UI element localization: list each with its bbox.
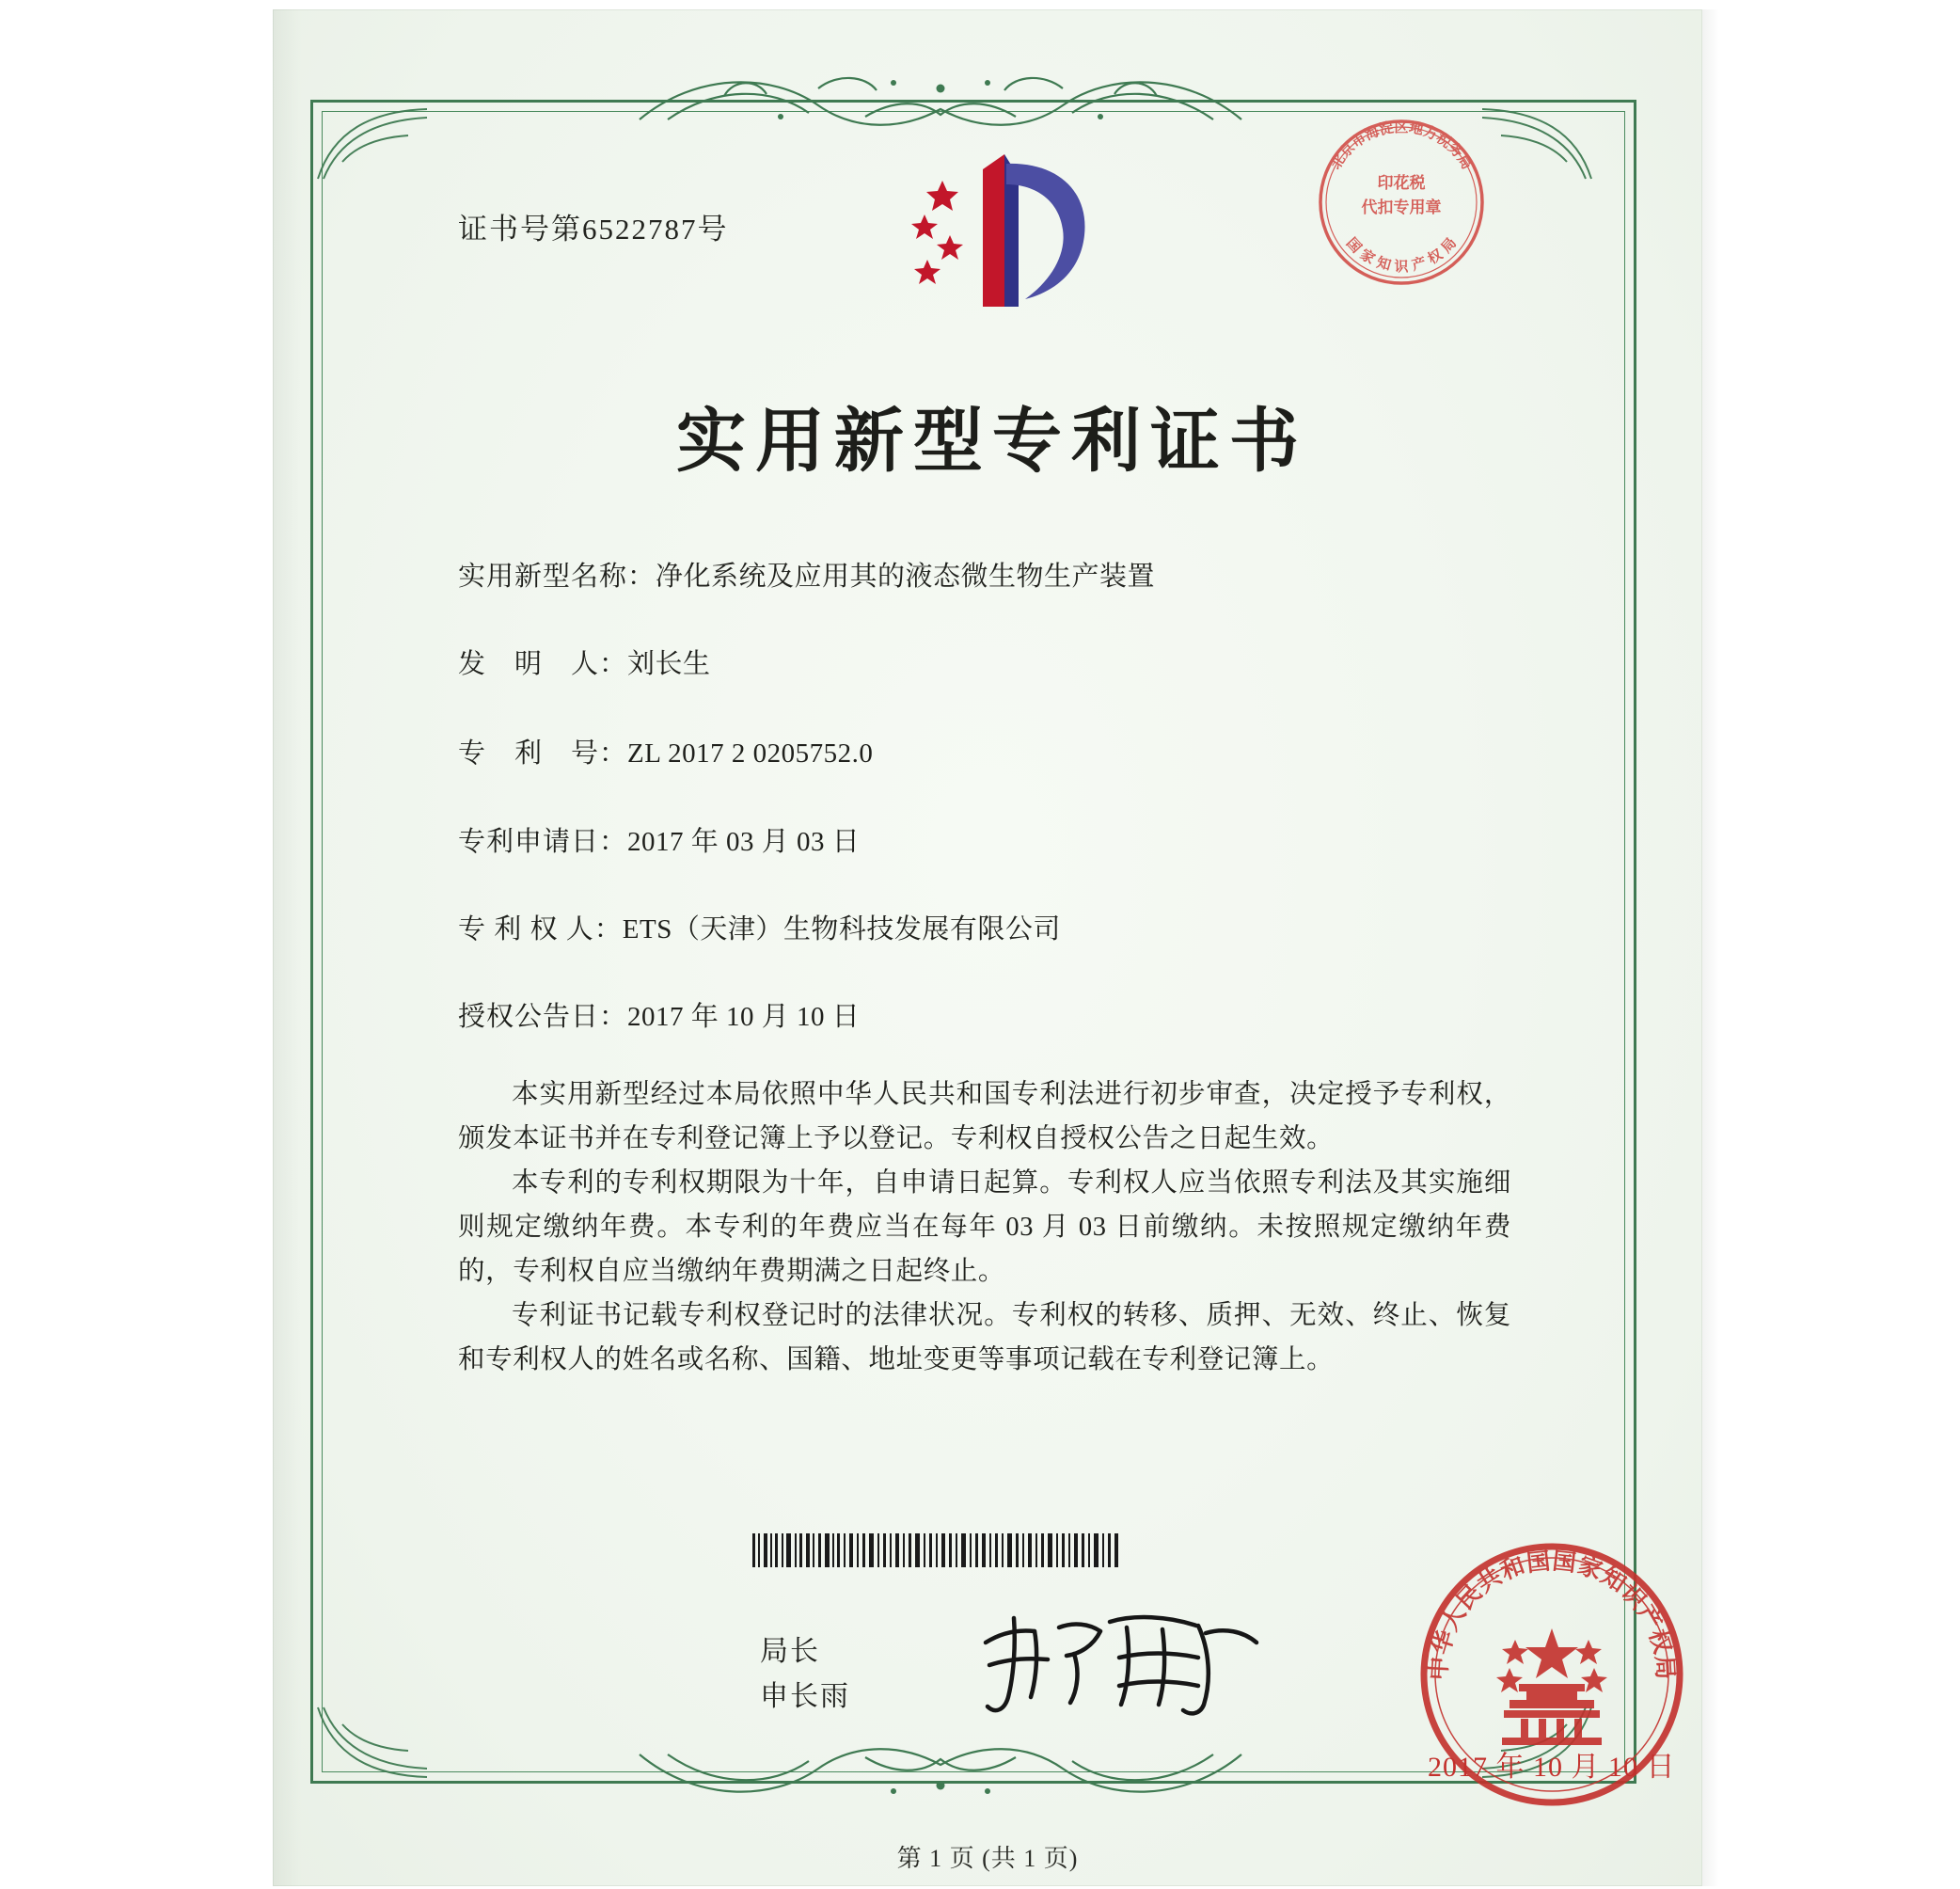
field-value: 净化系统及应用其的液态微生物生产装置 xyxy=(656,562,1156,592)
field-value: 刘长生 xyxy=(627,649,711,679)
field-label: 授权公告日： xyxy=(458,1002,628,1032)
body-text xyxy=(458,1072,1511,1382)
svg-text:代扣专用章: 代扣专用章 xyxy=(1361,198,1442,217)
corner-ornament-bottom-left xyxy=(314,1703,455,1783)
top-ornament-flourish xyxy=(583,68,1298,134)
director-name-label: 申长雨 xyxy=(760,1681,850,1712)
field-value: 2017 年 03 月 03 日 xyxy=(627,827,861,857)
field-label: 专 利 号： xyxy=(458,738,628,769)
svg-text:印花税: 印花税 xyxy=(1377,174,1426,193)
paragraph-1: 本实用新型经过本局依照中华人民共和国专利法进行初步审查，决定授予专利权，颁发本证书并在专利登记簿上予以登记。专利权自授权公告之日起生效。 xyxy=(458,1080,1511,1153)
certificate-number: 证书号第6522787号 xyxy=(458,213,729,246)
field-label: 实用新型名称： xyxy=(458,562,656,592)
handwritten-signature xyxy=(969,1599,1270,1722)
field-value: ETS（天津）生物科技发展有限公司 xyxy=(622,914,1061,944)
field-value: 2017 年 10 月 10 日 xyxy=(627,1002,861,1032)
field-inventor xyxy=(458,643,711,681)
field-patent-number xyxy=(458,732,873,770)
tax-stamp-seal xyxy=(1312,113,1491,292)
field-label: 专 利 权 人： xyxy=(458,914,623,944)
bottom-ornament-flourish xyxy=(583,1740,1298,1806)
cnipa-logo-icon xyxy=(893,149,1129,313)
seal-date: 2017 年 10 月 10 日 xyxy=(1428,1752,1676,1783)
paragraph-3: 专利证书记载专利权登记时的法律状况。专利权的转移、质押、无效、终止、恢复和专利权人的姓名或名称、国籍、地址变更等事项记载在专利登记簿上。 xyxy=(458,1301,1511,1374)
field-utility-model-name xyxy=(458,555,1155,594)
field-grant-announcement-date xyxy=(458,995,860,1034)
field-label: 专利申请日： xyxy=(458,827,628,857)
paragraph-2: 本专利的专利权期限为十年，自申请日起算。专利权人应当依照专利法及其实施细则规定缴纳年费。本专利的年费应当在每年 03 月 03 日前缴纳。未按照规定缴纳年费的，专利权自应当缴纳年费期满之日起终止。 xyxy=(458,1168,1511,1286)
field-application-date xyxy=(458,820,860,859)
field-label: 发 明 人： xyxy=(458,649,628,679)
page-footer: 第 1 页 (共 1 页) xyxy=(896,1845,1079,1872)
corner-ornament-top-left xyxy=(314,103,455,183)
svg-text:北京市海淀区地方税务局: 北京市海淀区地方税务局 xyxy=(1326,119,1477,173)
director-role-label: 局长 xyxy=(760,1636,820,1667)
signature-label-block xyxy=(760,1629,850,1720)
field-value: ZL 2017 2 0205752.0 xyxy=(627,738,874,769)
barcode xyxy=(752,1533,1119,1567)
certificate-paper xyxy=(273,9,1702,1886)
field-patentee xyxy=(458,908,1061,946)
svg-text:中华人民共和国国家知识产权局: 中华人民共和国国家知识产权局 xyxy=(1424,1547,1680,1681)
page-title: 实用新型专利证书 xyxy=(676,401,1308,482)
svg-text:国 家 知 识 产 权 局: 国 家 知 识 产 权 局 xyxy=(1342,234,1461,275)
